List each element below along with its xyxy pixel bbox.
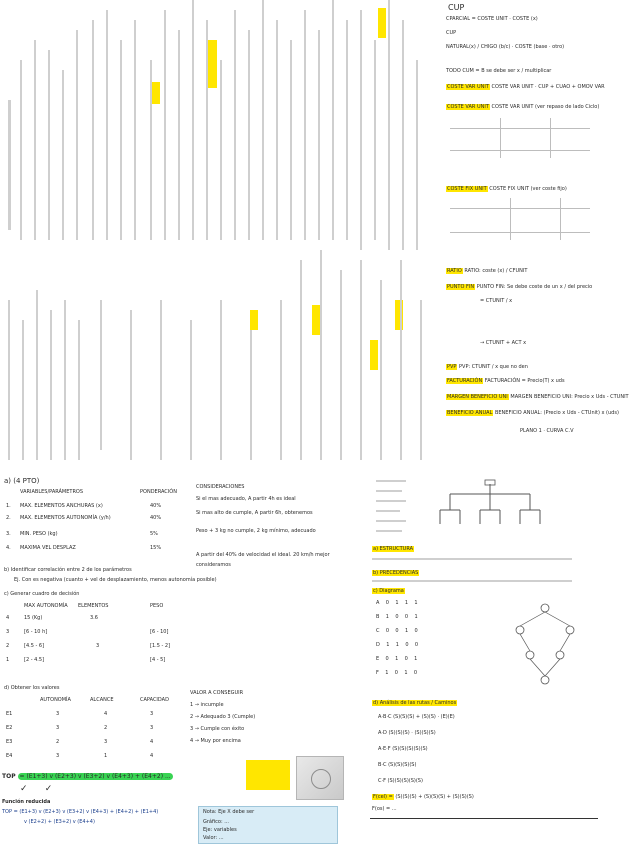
row-4-value: 15%: [150, 545, 162, 551]
cost-line-4: TODO CUM = B se debe ser x / multiplicar: [446, 68, 552, 74]
value-scale-3: 3 → Cumple con éxito: [190, 726, 245, 732]
value-scale-title: VALOR A CONSEGUIR: [190, 690, 244, 696]
heading-c: c) Generar cuadro de decisión: [4, 591, 80, 597]
row-3-label: MIN. PESO (kg): [20, 531, 58, 537]
row-4-k: 4.: [6, 545, 11, 551]
row-1-value: 40%: [150, 503, 162, 509]
table-row-b: B 1 0 0 1: [376, 614, 418, 620]
d-row-e4-v0: 3: [56, 753, 60, 759]
reduce-expr: TOP = (E1+3) v (E2+3) v (E3+2) v (E4+3) + (E4+2) + (E1+4): [2, 809, 159, 815]
d-row-e3-v2: 4: [150, 739, 154, 745]
table-row-a: A 0 1 1 1: [376, 600, 418, 606]
cost-line-13: FACTURACIÓN FACTURACIÓN = Precio(T) x uds: [447, 378, 565, 384]
table-row-c: C 0 0 1 0: [376, 628, 418, 634]
highlight-coste-var: COSTE VAR UNIT: [447, 84, 489, 90]
c-row-3-v2: [6 - 10]: [150, 629, 169, 635]
blue-note-line-2: Eje: variables: [203, 827, 237, 833]
analysis-line-4: B·C (S)(S)(S)(S): [378, 762, 417, 768]
highlight-facturacion: FACTURACIÓN: [447, 378, 483, 384]
blue-note-line-3: Valor: ...: [203, 835, 224, 841]
tree-diagram: [430, 480, 550, 540]
cost-line-1: CPARCIAL = COSTE UNIT · COSTE (x): [446, 16, 538, 22]
d-row-e4-v1: 1: [104, 753, 108, 759]
d-row-e4-v2: 4: [150, 753, 154, 759]
project-diagram: [370, 420, 600, 848]
consideration-3: Peso + 3 kg no cumple, 2 kg mínimo, adecuado: [196, 528, 316, 534]
final-line: F(os) = ...: [372, 806, 397, 812]
consideration-1: Si el mas adecuado, A partir 4h es ideal: [196, 496, 296, 502]
b-text: Ej. Con es negativa (cuanto + vel de desplazamiento, menos autonomía posible): [14, 577, 217, 583]
top-expression: TOP = (E1+3) v (E2+3) v (E3+2) v (E4+3) + (E4+2) ...: [2, 773, 171, 780]
cost-line-15: BENEFICIO ANUAL BENEFICIO ANUAL: (Precio x Uds - CTUnit) x (uds): [447, 410, 619, 416]
heading-a: a) (4 PTO): [4, 477, 40, 485]
d-row-e4-k: E4: [6, 753, 13, 759]
consideration-5: consideramos: [196, 562, 231, 568]
analysis-line-1: A·B·C (S)(S)(S) + (S)(S) · (E)(E): [378, 714, 455, 720]
cost-sheet-title: CUP: [448, 3, 465, 12]
c-row-3-v0: [6 - 10 h]: [24, 629, 48, 635]
c-row-4-k: 4: [6, 615, 10, 621]
value-scale-4: 4 → Muy por encima: [190, 738, 241, 744]
network-diagram: [500, 600, 590, 690]
table-row-d: D 1 1 0 0: [376, 642, 419, 648]
reduce-label: Función reducida: [2, 799, 51, 805]
cost-line-3: NATURAL(x) / CHIGO (b/c) · COSTE (base · otro): [446, 44, 565, 50]
c-row-3-k: 3: [6, 629, 10, 635]
result-line: F(cel) = (S)(S)(S) + (S)(S)(S) + (S)(S)(S): [373, 794, 474, 800]
row-2-value: 40%: [150, 515, 162, 521]
highlight-beneficio: BENEFICIO ANUAL: [447, 410, 493, 416]
row-4-label: MAXIMA VEL DESPLAZ: [20, 545, 76, 551]
d-row-e1-v0: 3: [56, 711, 60, 717]
d-row-e3-v1: 3: [104, 739, 108, 745]
section-a: a) ESTRUCTURA: [373, 546, 414, 552]
row-3-value: 5%: [150, 531, 158, 537]
highlight-coste-var-2: COSTE VAR UNIT: [447, 104, 489, 110]
section-c: c) Diagrama: [373, 588, 404, 594]
photo-thumbnail: [296, 756, 344, 800]
top-expr-highlight: = (E1+3) v (E2+3) v (E3+2) v (E4+3) + (E4+2) ...: [19, 773, 171, 780]
considerations-title: CONSIDERACIONES: [196, 484, 245, 490]
d-row-e2-k: E2: [6, 725, 13, 731]
row-2-k: 2.: [6, 515, 11, 521]
precedence-table: [376, 600, 496, 690]
highlight-pvp: PVP: [447, 364, 457, 370]
c-row-4-v1: 3.6: [90, 615, 98, 621]
c-row-2-v2: [1.5 - 2]: [150, 643, 171, 649]
table-row-f: F 1 0 1 0: [376, 670, 418, 676]
cost-line-12: PVP PVP: CTUNIT / x que no den: [447, 364, 528, 370]
highlight-punto-fin: PUNTO FIN: [447, 284, 475, 290]
blue-note: [198, 806, 338, 844]
cost-line-6: COSTE VAR UNIT COSTE VAR UNIT (ver repaso de lado Ciclo): [447, 104, 600, 110]
c-col-1: MAX AUTONOMÍA: [24, 603, 68, 609]
blue-note-line-1: Gráfico: ...: [203, 819, 229, 825]
heading-d: d) Obtener los valores: [4, 685, 60, 691]
checkmarks: ✓ ✓: [20, 784, 53, 794]
highlight-ratio: RATIO: [447, 268, 462, 274]
d-col-1: AUTONOMÍA: [40, 697, 71, 703]
row-1-label: MAX. ELEMENTOS ANCHURAS (x): [20, 503, 103, 509]
analysis-line-3: A·E·F (S)(S)(S)(S)(S): [378, 746, 428, 752]
c-row-2-k: 2: [6, 643, 10, 649]
considerations: [196, 484, 366, 584]
highlight-coste-fix: COSTE FIX UNIT: [447, 186, 487, 192]
row-1-k: 1.: [6, 503, 11, 509]
c-row-4-v0: 15 (Kg): [24, 615, 43, 621]
c-col-3: PESO: [150, 603, 164, 609]
d-col-3: CAPACIDAD: [140, 697, 169, 703]
cost-line-11: → CTUNIT + ACT x: [480, 340, 527, 346]
d-row-e1-v1: 4: [104, 711, 108, 717]
row-3-k: 3.: [6, 531, 11, 537]
d-col-2: ALCANCE: [90, 697, 114, 703]
c-row-1-v2: [4 - 5]: [150, 657, 166, 663]
d-row-e1-k: E1: [6, 711, 13, 717]
cost-line-7: COSTE FIX UNIT COSTE FIX UNIT (ver coste fijo): [447, 186, 567, 192]
row-2-label: MAX. ELEMENTOS AUTONOMÍA (y/h): [20, 515, 111, 521]
col-variables: VARIABLES/PARÁMETROS: [20, 489, 84, 495]
value-scale-2: 2 → Adequado 3 (Cumple): [190, 714, 256, 720]
c-row-1-k: 1: [6, 657, 10, 663]
c-col-2: ELEMENTOS: [78, 603, 109, 609]
analysis-title: d) Análisis de las rutas / Caminos: [373, 700, 457, 706]
value-scale-1: 1 → incumple: [190, 702, 224, 708]
section-b: b) PRECEDENCIAS: [373, 570, 419, 576]
d-row-e3-k: E3: [6, 739, 13, 745]
d-row-e2-v0: 3: [56, 725, 60, 731]
consideration-2: Si mas alto de cumple, A partir 6h, obtenemos: [196, 510, 313, 516]
analysis-line-5: C·F (S)(S)(S)(S)(S): [378, 778, 423, 784]
rotated-notes-left: [0, 0, 440, 475]
cost-line-9: PUNTO FIN PUNTO FIN: Se debe coste de un x / del precio: [447, 284, 593, 290]
cost-line-5: COSTE VAR UNIT COSTE VAR UNIT · CUP + CUAO + OMOV VAR: [447, 84, 605, 90]
plan-label: PLANO 1 · CURVA C.V: [520, 428, 574, 434]
table-row-e: E 0 1 0 1: [376, 656, 418, 662]
analysis-line-2: A·D (S)(S)(S) · (S)(S)(S): [378, 730, 436, 736]
cost-line-10: = CTUNIT / x: [480, 298, 513, 304]
consideration-4: A partir del 40% de velocidad el ideal. 20 km/h mejor: [196, 552, 330, 558]
cost-line-8: RATIO RATIO: coste (x) / CFUNIT: [447, 268, 528, 274]
c-row-1-v0: [2 - 4.5]: [24, 657, 45, 663]
c-row-2-v1: 3: [96, 643, 100, 649]
highlight-margen: MARGEN BENEFICIO UNI: [447, 394, 508, 400]
cost-sheet: [440, 0, 629, 470]
col-ponderacion: PONDERACIÓN: [140, 489, 177, 495]
reduce-expr-2: v (E2+2) + (E3+2) v (E4+4): [24, 819, 95, 825]
sticky-note: [246, 760, 290, 790]
cost-line-14: MARGEN BENEFICIO UNI MARGEN BENEFICIO UNI: Precio x Uds - CTUNIT: [447, 394, 629, 400]
d-row-e2-v1: 2: [104, 725, 108, 731]
d-row-e2-v2: 3: [150, 725, 154, 731]
d-row-e3-v0: 2: [56, 739, 60, 745]
c-row-2-v0: [4.5 - 6]: [24, 643, 45, 649]
d-row-e1-v2: 3: [150, 711, 154, 717]
cost-line-2: CUP: [446, 30, 457, 36]
heading-b: b) Identificar correlación entre 2 de los parámetros: [4, 567, 132, 573]
blue-note-title: Nota: Eje X debe ser: [203, 809, 255, 815]
